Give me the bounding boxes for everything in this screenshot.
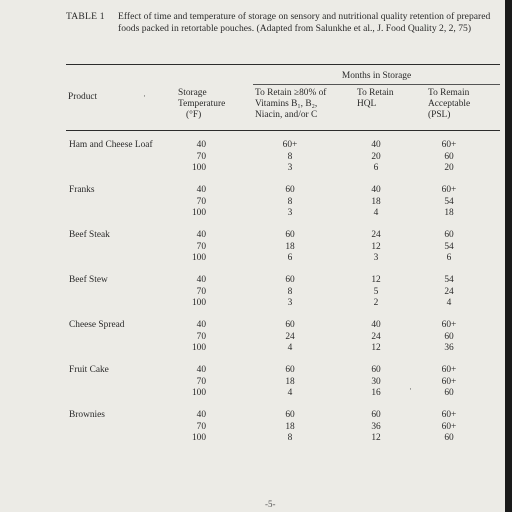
table-label: TABLE 1 <box>66 11 105 22</box>
vitamin-retention-cell: 4 <box>287 388 293 398</box>
psl-cell: 60+ <box>441 365 457 375</box>
psl-cell: 4 <box>446 298 452 308</box>
hql-cell: 2 <box>373 298 379 308</box>
product-name: Franks <box>69 185 95 195</box>
hql-cell: 5 <box>373 286 379 297</box>
product-name: Ham and Cheese Loaf <box>69 140 153 150</box>
psl-cell: 60+ <box>441 421 457 432</box>
temperature-cell: 100 <box>191 343 206 353</box>
temp-header-line: Storage <box>178 88 207 98</box>
psl-cell: 60 <box>444 151 454 162</box>
hql-cell: 12 <box>371 241 381 252</box>
vitamin-retention-cell: 8 <box>287 286 293 297</box>
vitamin-retention-cell: 60 <box>285 410 295 420</box>
vitamin-retention-cell: 60+ <box>282 140 298 150</box>
vitamin-retention-cell: 60 <box>285 275 295 285</box>
hql-cell: 24 <box>371 331 381 342</box>
psl-cell: 60 <box>444 433 454 443</box>
vitamin-retention-cell: 60 <box>285 230 295 240</box>
hql-cell: 12 <box>371 343 381 353</box>
temperature-cell: 70 <box>196 331 206 342</box>
psl-column-header <box>428 88 470 121</box>
table-header-rule <box>66 130 500 131</box>
temperature-cell: 70 <box>196 241 206 252</box>
hql-cell: 24 <box>371 230 381 240</box>
vitamin-retention-cell: 3 <box>287 163 293 173</box>
temperature-cell: 70 <box>196 196 206 207</box>
temperature-cell: 70 <box>196 421 206 432</box>
vit-header-line: Vitamins B₁, B₂, <box>255 99 318 109</box>
psl-cell: 60+ <box>441 320 457 330</box>
temperature-cell: 100 <box>191 433 206 443</box>
product-name: Fruit Cake <box>69 365 109 375</box>
psl-cell: 60+ <box>441 376 457 387</box>
vitamin-retention-cell: 60 <box>285 185 295 195</box>
vitamin-retention-cell: 18 <box>285 421 295 432</box>
vitamin-retention-cell: 18 <box>285 241 295 252</box>
temperature-cell: 100 <box>191 253 206 263</box>
vitamin-column-header <box>255 88 326 121</box>
temperature-cell: 100 <box>191 163 206 173</box>
hql-cell: 16 <box>371 388 381 398</box>
vitamin-retention-cell: 6 <box>287 253 293 263</box>
hql-header-line: HQL <box>357 99 377 109</box>
temperature-cell: 40 <box>196 410 206 420</box>
vitamin-retention-cell: 8 <box>287 196 293 207</box>
hql-cell: 36 <box>371 421 381 432</box>
hql-cell: 4 <box>373 208 379 218</box>
temperature-cell: 40 <box>196 230 206 240</box>
vitamin-retention-cell: 18 <box>285 376 295 387</box>
psl-header-line: To Remain <box>428 88 470 98</box>
hql-cell: 30 <box>371 376 381 387</box>
product-column-header: Product <box>68 92 98 102</box>
temperature-cell: 40 <box>196 365 206 375</box>
product-name: Brownies <box>69 410 105 420</box>
psl-cell: 54 <box>444 196 454 207</box>
scan-edge <box>505 0 512 512</box>
temperature-cell: 100 <box>191 208 206 218</box>
temperature-cell: 40 <box>196 140 206 150</box>
psl-cell: 60+ <box>441 410 457 420</box>
psl-cell: 60 <box>444 230 454 240</box>
vitamin-retention-cell: 8 <box>287 151 293 162</box>
hql-column-header <box>357 88 394 110</box>
months-in-storage-header: Months in Storage <box>341 71 412 81</box>
hql-cell: 12 <box>371 275 381 285</box>
page-number: -5- <box>265 499 276 509</box>
vit-header-line: Niacin, and/or C <box>255 110 318 120</box>
temperature-cell: 70 <box>196 151 206 162</box>
temperature-cell: 40 <box>196 320 206 330</box>
temp-header-line: Temperature <box>178 99 226 109</box>
hql-cell: 3 <box>373 253 379 263</box>
scan-speck: · <box>143 91 146 101</box>
temperature-cell: 40 <box>196 185 206 195</box>
scan-speck: · <box>409 384 412 394</box>
psl-cell: 54 <box>444 275 454 285</box>
hql-cell: 60 <box>371 365 381 375</box>
hql-cell: 20 <box>371 151 381 162</box>
hql-cell: 40 <box>371 185 381 195</box>
table-top-rule <box>66 64 500 65</box>
temperature-cell: 70 <box>196 376 206 387</box>
product-name: Beef Stew <box>69 275 108 285</box>
temperature-cell: 100 <box>191 388 206 398</box>
temperature-cell: 100 <box>191 298 206 308</box>
vitamin-retention-cell: 60 <box>285 365 295 375</box>
psl-cell: 60 <box>444 388 454 398</box>
psl-cell: 54 <box>444 241 454 252</box>
hql-cell: 6 <box>373 163 379 173</box>
vitamin-retention-cell: 3 <box>287 208 293 218</box>
psl-cell: 60 <box>444 331 454 342</box>
psl-cell: 18 <box>444 208 454 218</box>
psl-header-line: (PSL) <box>428 110 451 120</box>
vitamin-retention-cell: 8 <box>287 433 293 443</box>
temperature-cell: 40 <box>196 275 206 285</box>
group-header-rule <box>253 84 500 85</box>
product-name: Beef Steak <box>69 230 110 240</box>
psl-header-line: Acceptable <box>428 99 471 109</box>
psl-cell: 36 <box>444 343 454 353</box>
temperature-column-header <box>178 88 225 121</box>
psl-cell: 60+ <box>441 185 457 195</box>
psl-cell: 60+ <box>441 140 457 150</box>
psl-cell: 24 <box>444 286 454 297</box>
hql-cell: 40 <box>371 140 381 150</box>
table-caption-text: Effect of time and temperature of storage on sensory and nutritional quality retention of prepared foods packed in retortable pouches. (Adapted from Salunkhe et al., J. Food Quality 2, 2, 75) <box>118 11 491 34</box>
hql-cell: 12 <box>371 433 381 443</box>
vitamin-retention-cell: 24 <box>285 331 295 342</box>
temperature-cell: 70 <box>196 286 206 297</box>
hql-header-line: To Retain <box>357 88 394 98</box>
hql-cell: 40 <box>371 320 381 330</box>
vitamin-retention-cell: 60 <box>285 320 295 330</box>
hql-cell: 18 <box>371 196 381 207</box>
vitamin-retention-cell: 3 <box>287 298 293 308</box>
vit-header-line: To Retain ≥80% of <box>255 88 327 98</box>
psl-cell: 20 <box>444 163 454 173</box>
psl-cell: 6 <box>446 253 452 263</box>
temp-header-line: (°F) <box>186 110 202 120</box>
product-name: Cheese Spread <box>69 320 125 330</box>
hql-cell: 60 <box>371 410 381 420</box>
vitamin-retention-cell: 4 <box>287 343 293 353</box>
